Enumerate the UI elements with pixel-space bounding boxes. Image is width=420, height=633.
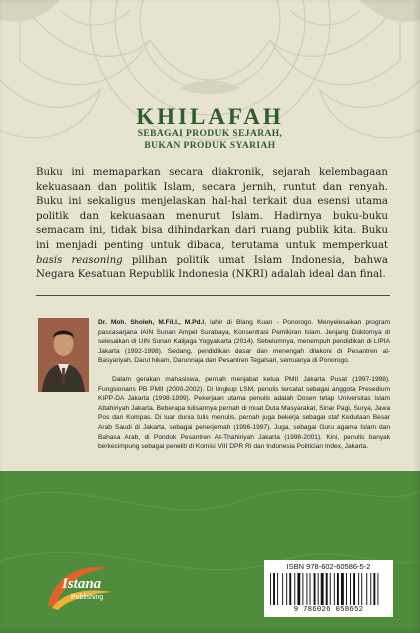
barcode-bar bbox=[289, 573, 291, 605]
barcode-bar bbox=[294, 573, 295, 605]
barcode-bar bbox=[350, 573, 351, 605]
barcode-bar bbox=[306, 573, 307, 605]
book-blurb bbox=[36, 166, 388, 283]
barcode-digits: 9 786026 058652 bbox=[293, 606, 364, 614]
section-divider bbox=[36, 295, 390, 296]
barcode-bar bbox=[353, 573, 355, 605]
publisher-subtitle: Publishing bbox=[71, 594, 104, 601]
barcode-bar bbox=[286, 573, 287, 605]
barcode-bar bbox=[341, 573, 344, 605]
author-bio-paragraph-2: Dalam gerakan mahasiswa, pernah menjabat ketua PMII Jakarta Pusat (1997-1998). Fungsionaris PB PMII (2000-2002). Di lingkup LSM, penulis tercatat sebagai anggota Presedium KIPP-DA Jakarta (1998-1999). Pekerjaan utama penulis adalah Dosen tetap Universitas Islam Attahiriyah Jakarta. Beberapa tulisannya pernah di muat Duta Masyarakat, Sinar Pagi, Surya, Jawa Pos dan Kompas. Di luar dunia tulis menulis, pernah juga bekerja sebagai staf Kedutaan Besar Arab Saudi di Jakarta, sebagai penerjemah (1996-1997). Juga, sebagai Guru agama Islam dan Bahasa Arab, di Pondok Pesantren At-Thahiriyah Jakarta (1998-2001). Kini, penulis banyak berkecimpung sebagai peneliti di Komisi VIII DPR RI dan Indonesia Politician Index, Jakarta. bbox=[98, 375, 390, 451]
barcode-bar bbox=[358, 573, 359, 605]
author-photo bbox=[38, 318, 89, 392]
barcode-bar bbox=[297, 573, 300, 605]
barcode-bar bbox=[377, 573, 378, 605]
book-subtitle-line-1: SEBAGAI PRODUK SEJARAH, bbox=[137, 129, 283, 139]
author-name: Dr. Moh. Sholeh, M.Fil.I., M.Pd.I bbox=[98, 319, 205, 326]
publisher-logo bbox=[46, 562, 116, 612]
barcode-bar bbox=[310, 573, 311, 605]
author-bio-text-1: , lahir di Blang Kuan - Ponorogo. Menyelesaikan program pascasarjana IAIN Sunan Ampel Surabaya, Konsentrasi Pemikiran Islam. Jenjang Doktornya di selesaikan di UIN Sunan Kalijaga Yogyakarta (2014). Sebelumnya, menempuh pendidikan di LIPIA Jakarta (1992-1998). Sedang, pendidikan dasar dan menengah dilakoni di Pesantren al-Basyariyah, Darul hikam, Darunnaja dan Pesantren Tegalsari, semuanya di Ponorogo. bbox=[98, 319, 390, 365]
barcode-bar bbox=[282, 573, 283, 605]
barcode-bar bbox=[361, 573, 362, 605]
barcode-bar bbox=[318, 573, 319, 605]
book-title: KHILAFAH bbox=[136, 104, 284, 129]
blurb-italic-term: basis reasoning bbox=[36, 254, 123, 266]
publisher-name: Istana bbox=[62, 576, 102, 592]
barcode-bar bbox=[334, 573, 335, 605]
barcode-bar bbox=[366, 573, 367, 605]
author-portrait-image bbox=[38, 318, 89, 392]
barcode-bar bbox=[270, 573, 271, 605]
barcode-icon bbox=[268, 573, 389, 605]
book-subtitle-line-2: BUKAN PRODUK SYARIAH bbox=[144, 141, 276, 151]
barcode-bar bbox=[326, 573, 328, 605]
barcode-bar bbox=[321, 573, 324, 605]
barcode-bar bbox=[314, 573, 316, 605]
barcode-bar bbox=[337, 573, 339, 605]
barcode-bar bbox=[370, 573, 371, 605]
isbn-label: ISBN 978-602-60586-5-2 bbox=[286, 562, 371, 571]
isbn-barcode-box bbox=[264, 560, 393, 617]
blurb-text-1: Buku ini memaparkan secara diakronik, sejarah kelembagaan kekuasaan dan politik Islam, secara jernih, runtut dan renyah. Buku ini sekaligus menjelaskan hal-hal terkait dua esensi utama politik dan kekuasaan menurut Islam. Hadirnya buku-buku semacam ini, tidak bisa dihindarkan dari ruang publik kita. Buku ini menjadi penting untuk dibaca, terutama untuk memperkuat bbox=[36, 167, 388, 251]
barcode-bar bbox=[346, 573, 347, 605]
author-bio bbox=[98, 318, 390, 452]
barcode-bar bbox=[302, 573, 303, 605]
blurb-text-2: pilihan politik umat Islam Indonesia, bahwa Negara Kesatuan Republik Indonesia (NKRI) adalah ideal dan final. bbox=[36, 254, 388, 281]
barcode-bar bbox=[330, 573, 331, 605]
blurb-paragraph bbox=[36, 166, 388, 283]
author-bio-paragraph-1 bbox=[98, 318, 390, 366]
barcode-bar bbox=[273, 573, 275, 605]
barcode-bar bbox=[373, 573, 375, 605]
barcode-bar bbox=[277, 573, 278, 605]
